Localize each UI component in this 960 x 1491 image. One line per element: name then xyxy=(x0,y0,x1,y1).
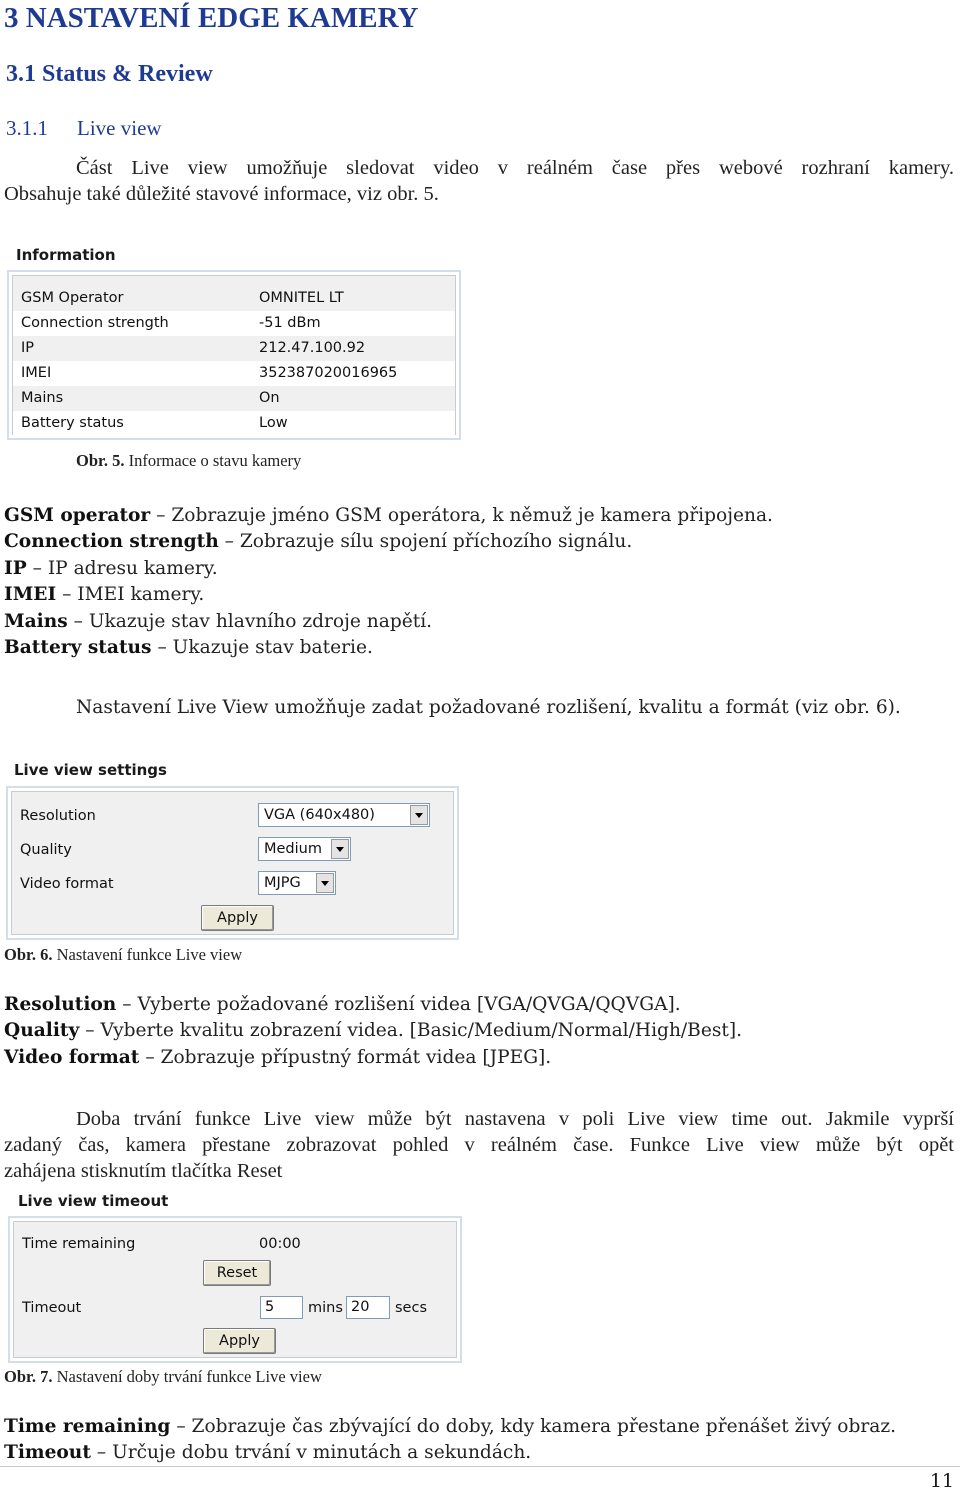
definition-item: IMEI – IMEI kamery. xyxy=(4,584,205,605)
chevron-down-icon[interactable] xyxy=(410,805,428,825)
definition-item: IP – IP adresu kamery. xyxy=(4,558,218,579)
quality-select[interactable]: Medium xyxy=(258,837,351,861)
definition-item: Mains – Ukazuje stav hlavního zdroje napětí. xyxy=(4,611,433,632)
section-heading: 3.1 Status & Review xyxy=(6,61,213,87)
subsection-heading: 3.1.1 Live view xyxy=(6,116,162,140)
timeout-intro-line-1: Doba trvání funkce Live view může být nastavena v poli Live view time out. Jakmile vyprší xyxy=(76,1108,954,1130)
info-value: OMNITEL LT xyxy=(259,290,344,306)
info-row xyxy=(13,361,455,386)
definition-item: Battery status – Ukazuje stav baterie. xyxy=(4,637,373,658)
timeout-title: Live view timeout xyxy=(18,1192,169,1210)
apply-button[interactable]: Apply xyxy=(201,905,274,931)
intro-line-1: Část Live view umožňuje sledovat video v reálném čase přes webové rozhraní kamery. xyxy=(76,157,954,179)
definition-item: GSM operator – Zobrazuje jméno GSM operátora, k němuž je kamera připojena. xyxy=(4,505,773,526)
info-label: Battery status xyxy=(21,415,124,431)
timeout-intro-line-3: zahájena stisknutím tlačítka Reset xyxy=(4,1160,283,1182)
timeout-label: Timeout xyxy=(22,1300,82,1316)
definition-item: Time remaining – Zobrazuje čas zbývající do doby, kdy kamera přestane přenášet živý obraz. xyxy=(4,1416,897,1437)
settings-title: Live view settings xyxy=(14,761,167,779)
figure-6-caption: Obr. 6. Nastavení funkce Live view xyxy=(4,945,243,964)
minutes-input[interactable]: 5 xyxy=(260,1296,303,1319)
live-view-timeout-panel xyxy=(8,1216,462,1363)
info-row xyxy=(13,286,455,311)
info-row xyxy=(13,336,455,361)
time-remaining-value: 00:00 xyxy=(259,1236,301,1252)
definition-item: Connection strength – Zobrazuje sílu spojení příchozího signálu. xyxy=(4,531,633,552)
information-panel xyxy=(7,270,461,440)
page-number: 11 xyxy=(929,1470,954,1491)
apply-button[interactable]: Apply xyxy=(203,1328,276,1354)
info-value: On xyxy=(259,390,280,406)
video-format-select[interactable]: MJPG xyxy=(258,871,336,895)
definition-item: Timeout – Určuje dobu trvání v minutách a sekundách. xyxy=(4,1442,532,1463)
info-value: -51 dBm xyxy=(259,315,321,331)
definition-item: Video format – Zobrazuje přípustný formát videa [JPEG]. xyxy=(4,1047,552,1068)
info-label: IMEI xyxy=(21,365,52,381)
footer-divider xyxy=(0,1466,960,1467)
resolution-select[interactable]: VGA (640x480) xyxy=(258,803,430,827)
mins-unit: mins xyxy=(308,1300,343,1316)
info-row xyxy=(13,411,455,436)
info-label: Mains xyxy=(21,390,64,406)
liveview-intro: Nastavení Live View umožňuje zadat požadované rozlišení, kvalitu a formát (viz obr. 6). xyxy=(76,697,901,718)
timeout-intro-line-2: zadaný čas, kamera přestane zobrazovat pohled v reálném čase. Funkce Live view může být opět xyxy=(4,1134,954,1156)
info-value: Low xyxy=(259,415,288,431)
time-remaining-label: Time remaining xyxy=(22,1236,136,1252)
definition-item: Quality – Vyberte kvalitu zobrazení videa. [Basic/Medium/Normal/High/Best]. xyxy=(4,1020,743,1041)
info-row xyxy=(13,311,455,336)
chapter-heading: 3 NASTAVENÍ EDGE KAMERY xyxy=(4,2,419,34)
quality-label: Quality xyxy=(20,842,72,858)
reset-button[interactable]: Reset xyxy=(203,1260,271,1286)
chevron-down-icon[interactable] xyxy=(316,873,334,893)
info-value: 352387020016965 xyxy=(259,365,398,381)
info-label: GSM Operator xyxy=(21,290,124,306)
info-row xyxy=(13,386,455,411)
secs-unit: secs xyxy=(395,1300,428,1316)
video-format-label: Video format xyxy=(20,876,114,892)
resolution-label: Resolution xyxy=(20,808,96,824)
definition-item: Resolution – Vyberte požadované rozlišení videa [VGA/QVGA/QQVGA]. xyxy=(4,994,681,1015)
information-title: Information xyxy=(16,246,116,264)
seconds-input[interactable]: 20 xyxy=(346,1296,390,1319)
live-view-settings-panel xyxy=(6,786,459,940)
figure-7-caption: Obr. 7. Nastavení doby trvání funkce Live view xyxy=(4,1367,322,1386)
figure-5-caption: Obr. 5. Informace o stavu kamery xyxy=(76,451,302,470)
intro-line-2: Obsahuje také důležité stavové informace, viz obr. 5. xyxy=(4,183,439,205)
info-value: 212.47.100.92 xyxy=(259,340,366,356)
info-label: IP xyxy=(21,340,35,356)
chevron-down-icon[interactable] xyxy=(331,839,349,859)
info-label: Connection strength xyxy=(21,315,169,331)
